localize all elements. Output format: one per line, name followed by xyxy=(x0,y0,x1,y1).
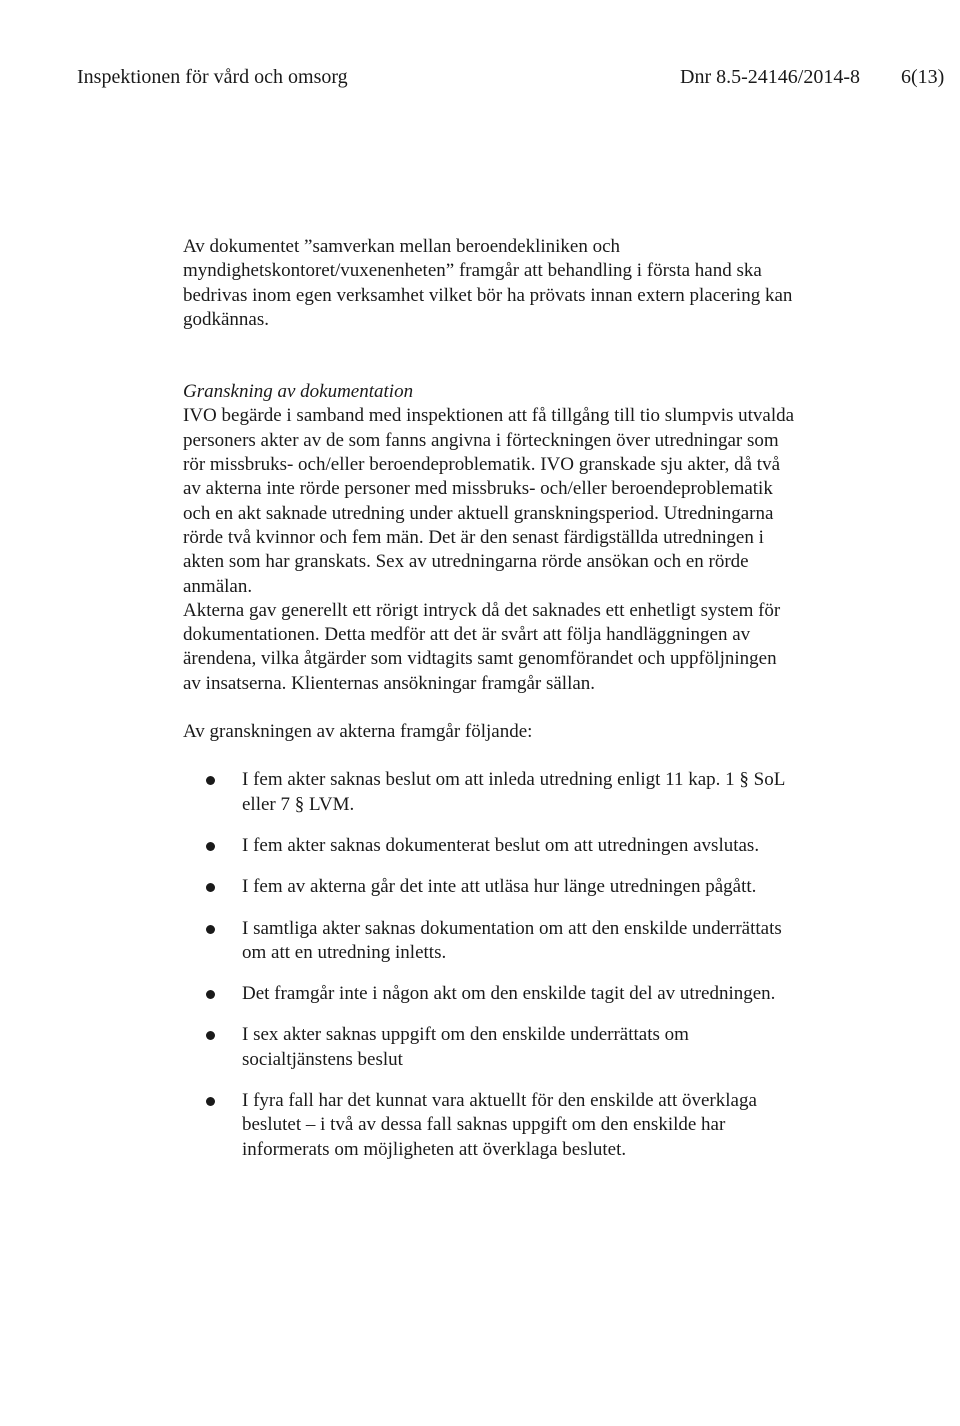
list-item xyxy=(183,768,798,817)
records-paragraph: Akterna gav generellt ett rörigt intryck då det saknades ett enhetligt system för dokumentationen. Detta medför att det är svårt att följa handläggningen av ärendena, vilka åtgärder som vidtagits samt genomförandet och uppföljningen av insatserna. Klienternas ansökningar framgår sällan. xyxy=(183,599,781,694)
list-item xyxy=(183,1089,798,1162)
bullet-icon xyxy=(206,1097,215,1106)
finding-text: I fem akter saknas beslut om att inleda utredning enligt 11 kap. 1 § SoL eller 7 § LVM. xyxy=(242,769,785,815)
list-item xyxy=(183,834,798,858)
bullet-icon xyxy=(206,1031,215,1040)
bullet-icon xyxy=(206,990,215,999)
finding-text: I fem akter saknas dokumenterat beslut om att utredningen avslutas. xyxy=(242,834,760,856)
findings-lead: Av granskningen av akterna framgår följande: xyxy=(183,721,533,743)
bullet-icon xyxy=(206,776,215,785)
finding-text: Det framgår inte i någon akt om den enskilde tagit del av utredningen. xyxy=(242,983,776,1005)
finding-text: I sex akter saknas uppgift om den enskilde underrättats om socialtjänstens beslut xyxy=(242,1024,689,1070)
section-heading: Granskning av dokumentation xyxy=(183,381,414,403)
list-item xyxy=(183,917,798,966)
bullet-icon xyxy=(206,883,215,892)
list-item xyxy=(183,982,798,1006)
finding-text: I fem av akterna går det inte att utläsa hur länge utredningen pågått. xyxy=(242,876,757,898)
list-item xyxy=(183,1023,798,1072)
bullet-icon xyxy=(206,925,215,934)
page-number: 6(13) xyxy=(901,66,945,88)
finding-text: I samtliga akter saknas dokumentation om att den enskilde underrättats om att en utredning inletts. xyxy=(242,917,782,963)
intro-paragraph: Av dokumentet ”samverkan mellan beroendekliniken och myndighetskontoret/vuxenenheten” framgår att behandling i första hand ska bedrivas inom egen verksamhet vilket bör ha prövats innan extern placering kan godkännas. xyxy=(183,236,793,330)
finding-text: I fyra fall har det kunnat vara aktuellt för den enskilde att överklaga beslutet – i två av dessa fall saknas uppgift om den enskilde har informerats om möjligheten att överklaga beslutet. xyxy=(242,1090,757,1160)
organization-name: Inspektionen för vård och omsorg xyxy=(77,66,348,88)
list-item xyxy=(183,875,798,899)
review-paragraph: IVO begärde i samband med inspektionen att få tillgång till tio slumpvis utvalda personers akter av de som fanns angivna i förteckningen över utredningar som rör missbruks- och/eller beroendeproblematik. IVO granskade sju akter, då två av akterna inte rörde personer med missbruks- och/eller beroendeproblematik och en akt saknade utredning under aktuell granskningsperiod. Utredningarna rörde två kvinnor och fem män. Det är den senast färdigställda utredningen i akten som har granskats. Sex av utredningarna rörde ansökan och en rörde anmälan. xyxy=(183,405,795,597)
bullet-icon xyxy=(206,842,215,851)
document-body xyxy=(183,235,798,1179)
reference-number: Dnr 8.5-24146/2014-8 xyxy=(680,66,860,88)
findings-list xyxy=(183,768,798,1162)
